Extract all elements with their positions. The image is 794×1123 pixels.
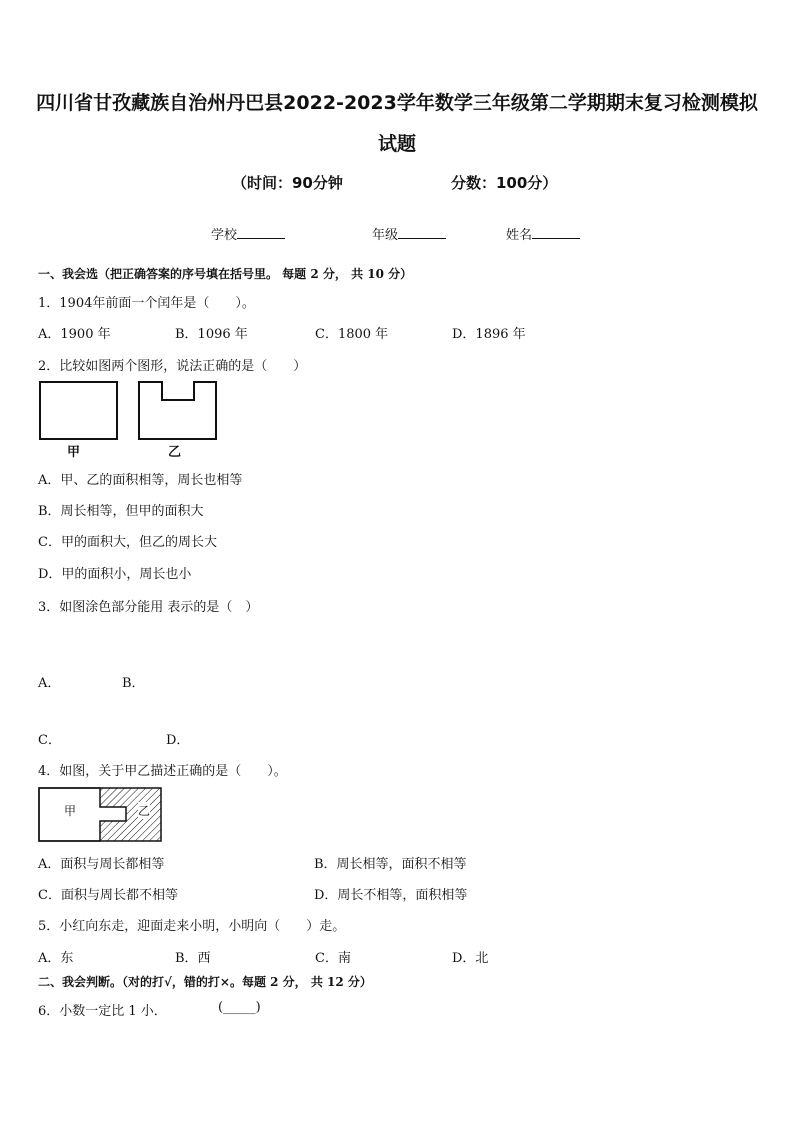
question-6: 6．小数一定比 1 小． [38,1004,167,1019]
q6-answer-blank[interactable]: (_____) [218,1000,261,1015]
q1-option-a[interactable]: A．1900 年 [38,327,111,342]
page-title-continued: 试题 [377,133,416,155]
q4-option-d[interactable]: D．周长不相等，面积相等 [314,888,468,903]
q5-option-c[interactable]: C．南 [315,951,351,966]
q2-option-c[interactable]: C．甲的面积大，但乙的周长大 [38,535,217,550]
q4-option-b[interactable]: B．周长相等，面积不相等 [314,857,467,872]
q2-option-a[interactable]: A．甲、乙的面积相等，周长也相等 [38,473,243,488]
q2-label-jia: 甲 [67,445,81,460]
q3-option-b[interactable]: B． [122,676,145,691]
q3-option-a[interactable]: A． [38,676,61,691]
school-label: 学校 [211,228,238,243]
q4-label-jia: 甲 [64,804,77,818]
q4-option-a[interactable]: A．面积与周长都相等 [38,857,165,872]
q1-option-b[interactable]: B．1096 年 [175,327,248,342]
q2-option-d[interactable]: D．甲的面积小，周长也小 [38,567,192,582]
q2-label-yi: 乙 [168,445,182,460]
q5-option-a[interactable]: A．东 [38,951,74,966]
q5-option-d[interactable]: D．北 [452,951,489,966]
q4-option-c[interactable]: C．面积与周长都不相等 [38,888,178,903]
q1-option-d[interactable]: D．1896 年 [452,327,526,342]
grade-label: 年级 [372,228,399,243]
exam-time: （时间：90分钟 [232,174,343,192]
question-1: 1．1904年前面一个闰年是（ ）。 [38,296,255,311]
q3-option-d[interactable]: D． [166,733,190,748]
page-title: 四川省甘孜藏族自治州丹巴县2022-2023学年数学三年级第二学期期末复习检测模拟 [36,92,758,114]
question-3: 3．如图涂色部分能用 表示的是（ ） [38,600,259,615]
q2-option-b[interactable]: B．周长相等，但甲的面积大 [38,504,204,519]
exam-score: 分数：100分） [451,174,558,192]
question-2: 2．比较如图两个图形，说法正确的是（ ） [38,359,307,374]
q4-label-yi: 乙 [138,804,151,818]
question-4: 4．如图，关于甲乙描述正确的是（ ）。 [38,764,287,779]
name-label: 姓名 [506,228,533,243]
q1-option-c[interactable]: C．1800 年 [315,327,389,342]
question-5: 5．小红向东走，迎面走来小明，小明向（ ）走。 [38,919,346,934]
section-two-heading: 二、我会判断。（对的打√，错的打×。每题 2 分， 共 12 分） [38,975,372,989]
q3-option-c[interactable]: C． [38,733,61,748]
q5-option-b[interactable]: B．西 [175,951,211,966]
section-one-heading: 一、我会选（把正确答案的序号填在括号里。 每题 2 分， 共 10 分） [38,267,413,281]
